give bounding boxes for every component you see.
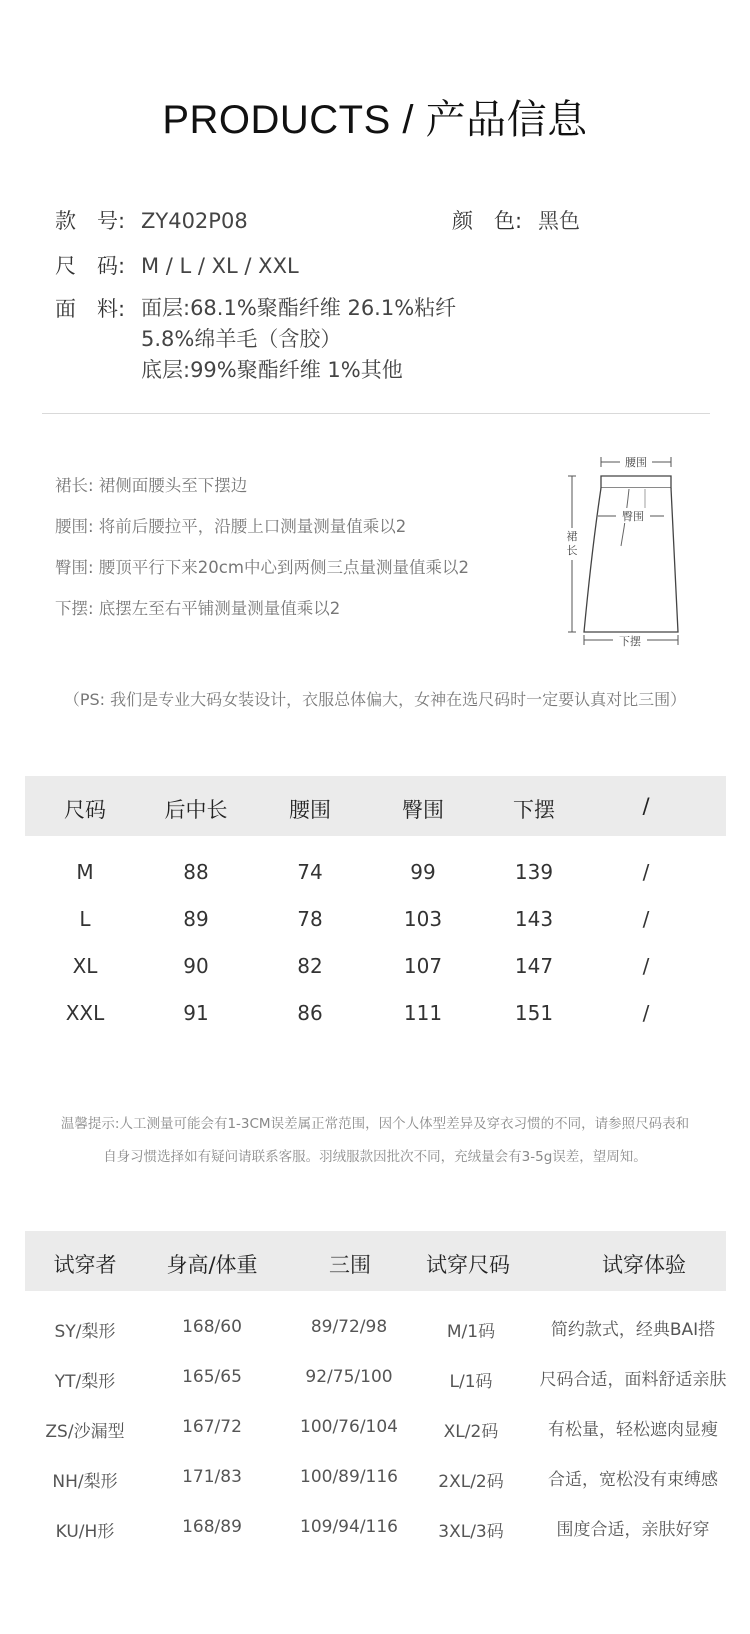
diagram-length-label-2: 长: [566, 544, 578, 557]
tip-line: 温馨提示:人工测量可能会有1-3CM误差属正常范围，因个人体型差异及穿衣习惯的不同，请参照尺码表和: [60, 1116, 690, 1132]
table-cell: 168/60: [182, 1317, 242, 1337]
tryon-table-heading: 身高/体重: [166, 1253, 258, 1277]
table-cell: 147: [514, 954, 554, 978]
diagram-length-label-1: 裙: [566, 530, 578, 543]
table-cell: 3XL/3码: [438, 1522, 504, 1542]
table-cell: /: [642, 860, 650, 884]
table-cell: YT/梨形: [54, 1372, 116, 1392]
color-row: [452, 205, 580, 235]
measure-waist: 腰围: 将前后腰拉平，沿腰上口测量测量值乘以2: [55, 517, 407, 536]
ps-note: （PS: 我们是专业大码女装设计，衣服总体偏大，女神在选尺码时一定要认真对比三围）: [63, 690, 687, 709]
fabric-row: [55, 293, 141, 323]
table-cell: /: [642, 907, 650, 931]
color-label: 颜 色:: [452, 209, 523, 233]
size-label: 尺 码:: [55, 254, 126, 278]
tryon-table-heading: 试穿者: [53, 1253, 117, 1277]
table-cell: 82: [297, 954, 323, 978]
table-cell: 86: [297, 1001, 323, 1025]
size-table-heading: 下摆: [513, 798, 555, 822]
table-cell: SY/梨形: [54, 1322, 116, 1342]
table-cell: 89: [183, 907, 209, 931]
size-table-heading: /: [642, 794, 650, 818]
measure-hem: 下摆: 底摆左至右平铺测量测量值乘以2: [55, 599, 341, 618]
table-cell: NH/梨形: [52, 1472, 118, 1492]
diagram-hip-label: 臀围: [622, 510, 644, 523]
table-cell: L: [79, 907, 91, 931]
table-cell: 围度合适，亲肤好穿: [556, 1520, 710, 1540]
table-cell: 143: [514, 907, 554, 931]
size-table-heading: 尺码: [64, 798, 106, 822]
fabric-line: 面层:68.1%聚酯纤维 26.1%粘纤: [141, 296, 457, 320]
table-cell: 167/72: [182, 1417, 242, 1437]
diagram-waist-label: 腰围: [625, 456, 647, 469]
tryon-table-heading: 三围: [329, 1253, 371, 1277]
fabric-line: 底层:99%聚酯纤维 1%其他: [141, 358, 403, 382]
table-cell: 107: [403, 954, 443, 978]
style-number-row: [55, 205, 248, 235]
table-cell: /: [642, 1001, 650, 1025]
tip-line: 自身习惯选择如有疑问请联系客服。羽绒服款因批次不同，充绒量会有3-5g误差，望周知。: [103, 1149, 647, 1165]
table-cell: 100/89/116: [300, 1467, 398, 1487]
tryon-table-heading: 试穿尺码: [426, 1253, 510, 1277]
table-cell: 92/75/100: [305, 1367, 393, 1387]
table-cell: 139: [514, 860, 554, 884]
table-cell: 168/89: [182, 1517, 242, 1537]
table-cell: 151: [514, 1001, 554, 1025]
table-cell: 103: [403, 907, 443, 931]
table-cell: 109/94/116: [300, 1517, 398, 1537]
size-table-heading: 腰围: [289, 798, 331, 822]
table-cell: 91: [183, 1001, 209, 1025]
table-cell: /: [642, 954, 650, 978]
diagram-hem-label: 下摆: [619, 635, 641, 648]
measure-length: 裙长: 裙侧面腰头至下摆边: [55, 476, 248, 495]
table-cell: 171/83: [182, 1467, 242, 1487]
table-cell: 88: [183, 860, 209, 884]
page-title: PRODUCTS / 产品信息: [162, 98, 588, 142]
table-cell: KU/H形: [55, 1522, 115, 1542]
fabric-line: 5.8%绵羊毛（含胶）: [141, 327, 342, 351]
size-value: M / L / XL / XXL: [141, 254, 299, 278]
table-cell: 99: [410, 860, 436, 884]
tryon-table-header: [25, 1231, 726, 1291]
table-cell: 111: [403, 1001, 443, 1025]
table-cell: 100/76/104: [300, 1417, 398, 1437]
style-number-label: 款 号:: [55, 209, 126, 233]
table-cell: M: [76, 860, 94, 884]
style-number-value: ZY402P08: [141, 209, 248, 233]
table-cell: XL/2码: [443, 1422, 499, 1442]
table-cell: 165/65: [182, 1367, 242, 1387]
table-cell: 74: [297, 860, 323, 884]
color-value: 黑色: [538, 209, 580, 233]
table-cell: L/1码: [449, 1372, 493, 1392]
table-cell: 78: [297, 907, 323, 931]
table-cell: 尺码合适，面料舒适亲肤: [539, 1370, 727, 1390]
table-cell: 89/72/98: [310, 1317, 388, 1337]
table-cell: XXL: [65, 1001, 105, 1025]
tryon-table-heading: 试穿体验: [602, 1253, 686, 1277]
size-table-heading: 臀围: [402, 798, 444, 822]
table-cell: 90: [183, 954, 209, 978]
size-table-header: [25, 776, 726, 836]
table-cell: 简约款式，经典BAI搭: [550, 1320, 716, 1340]
skirt-measurement-diagram: [566, 448, 716, 650]
measure-hip: 臀围: 腰顶平行下来20cm中心到两侧三点量测量值乘以2: [55, 558, 469, 577]
table-cell: 合适，宽松没有束缚感: [548, 1470, 718, 1490]
table-cell: XL: [72, 954, 98, 978]
table-cell: 2XL/2码: [438, 1472, 504, 1492]
size-table-heading: 后中长: [164, 798, 228, 822]
fabric-composition: [141, 293, 456, 386]
fabric-label: 面 料:: [55, 297, 126, 321]
table-cell: M/1码: [446, 1322, 496, 1342]
section-divider: [42, 413, 710, 414]
size-row: [55, 250, 299, 280]
table-cell: ZS/沙漏型: [45, 1422, 125, 1442]
table-cell: 有松量，轻松遮肉显瘦: [548, 1420, 718, 1440]
